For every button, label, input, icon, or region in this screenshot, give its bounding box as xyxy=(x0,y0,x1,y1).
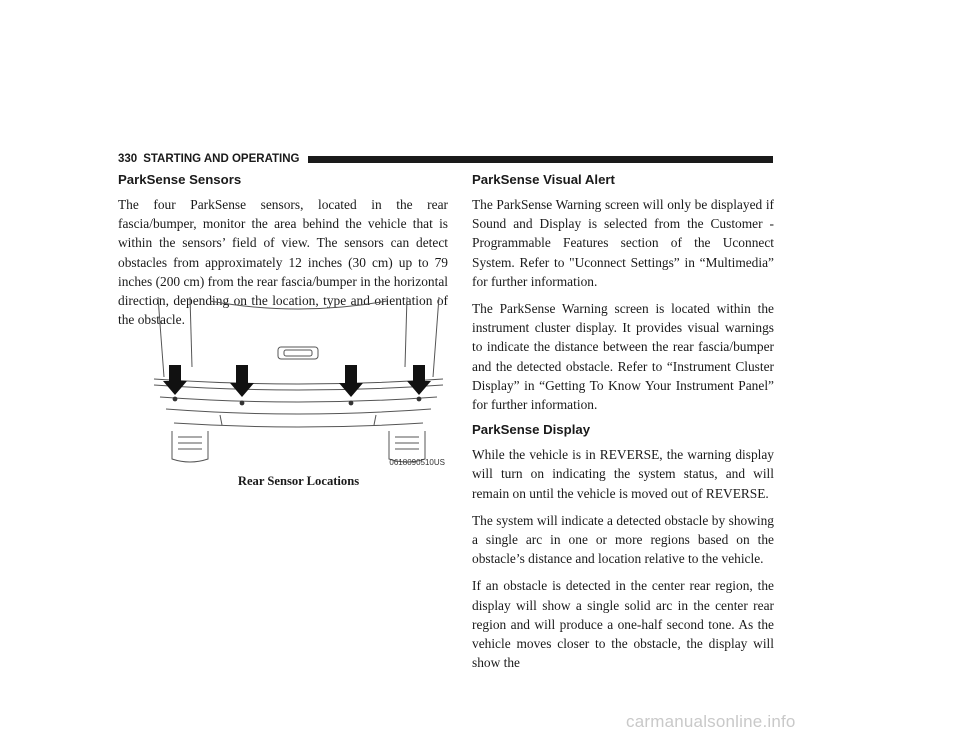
paragraph-display-1: While the vehicle is in REVERSE, the warning display will turn on indicating the system status, and will remain on until the vehicle is moved out of REVERSE. xyxy=(472,447,774,501)
paragraph-display-2: The system will indicate a detected obstacle by showing a single arc in one or more regions based on the obstacle’s distance and location relative to the vehicle. xyxy=(472,512,774,567)
paragraph-display-3: If an obstacle is detected in the center rear region, the display will show a single solid arc in the center rear region and will produce a one-half second tone. As the vehicle moves closer to the obstacle, the display will show the xyxy=(472,578,774,671)
figure-caption: Rear Sensor Locations xyxy=(237,474,360,488)
right-column xyxy=(472,172,774,680)
page-header xyxy=(118,152,773,166)
page-number: 330 xyxy=(118,153,138,165)
section-title: STARTING AND OPERATING xyxy=(143,153,300,165)
heading-parksense-display: ParkSense Display xyxy=(472,422,591,438)
paragraph-sensors: The four ParkSense sensors, located in the rear fascia/bumper, monitor the area behind the vehicle that is within the sensors’ field of view. The sensors can detect obstacles from approximately 12 inches (30 cm) up to 79 inches (200 cm) from the rear fascia/bumper in the horizontal direction, depending on the location, type and orientation of the obstacle. xyxy=(118,197,448,328)
header-rule xyxy=(308,156,774,163)
paragraph-visual-alert-2: The ParkSense Warning screen is located within the instrument cluster display. It provides visual warnings to indicate the distance between the rear fascia/bumper and the detected obstacle. Refer to “Instrument Cluster Display” in “Getting To Know Your Instrument Panel” for further information. xyxy=(472,301,774,413)
paragraph-visual-alert-1: The ParkSense Warning screen will only be displayed if Sound and Display is selected from the Customer - Programmable Features section of the Uconnect System. Refer to "Uconnect Settings” in “Multimedia” for further information. xyxy=(472,197,774,289)
rear-sensor-illustration xyxy=(150,297,447,469)
heading-visual-alert: ParkSense Visual Alert xyxy=(472,172,615,187)
heading-parksense-sensors: ParkSense Sensors xyxy=(118,172,242,187)
watermark: carmanualsonline.info xyxy=(626,712,796,731)
vehicle-rear-drawing xyxy=(150,297,447,469)
figure-code: 0618090510US xyxy=(389,458,445,467)
